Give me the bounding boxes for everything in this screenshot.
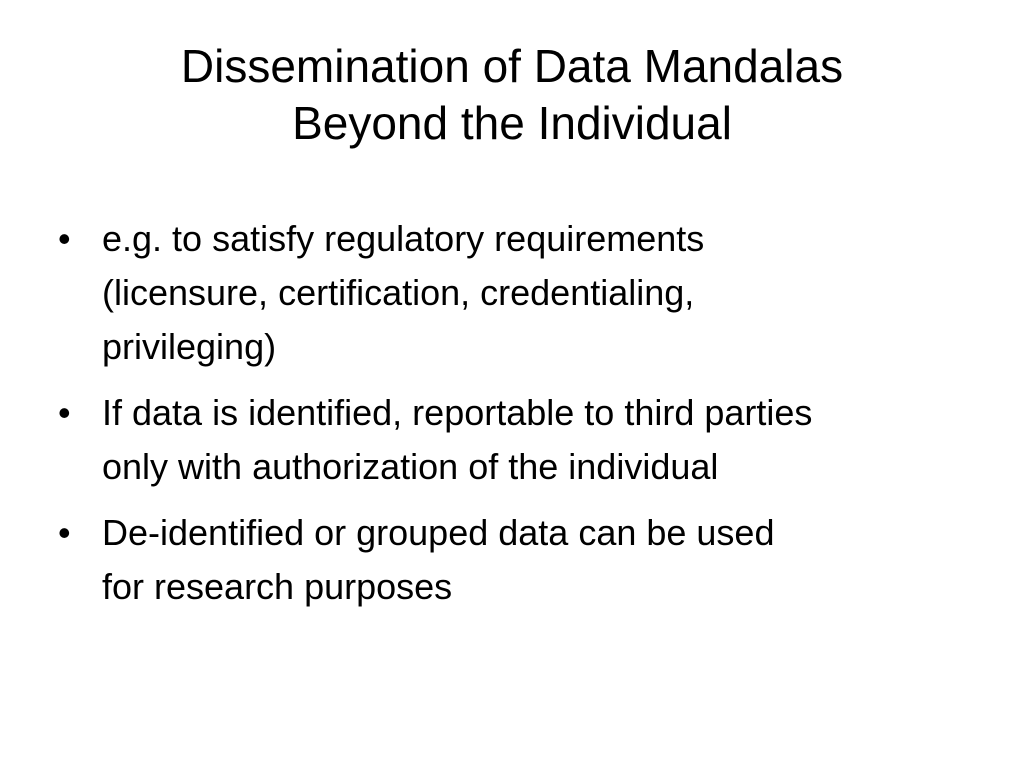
bullet-text (102, 212, 1008, 374)
bullet-item (58, 506, 1008, 614)
bullet-line: privileging) (102, 326, 277, 367)
bullet-line: De-identified or grouped data can be used (102, 512, 775, 553)
bullet-list (58, 212, 1008, 626)
bullet-text (102, 386, 1008, 494)
bullet-line: (licensure, certification, credentialing, (102, 272, 695, 313)
slide-title (40, 38, 984, 152)
bullet-icon: • (58, 512, 71, 553)
slide-title-line: Beyond the Individual (292, 97, 732, 149)
bullet-icon: • (58, 392, 71, 433)
bullet-text (102, 506, 1008, 614)
bullet-icon: • (58, 218, 71, 259)
bullet-line: e.g. to satisfy regulatory requirements (102, 218, 705, 259)
slide-title-line: Dissemination of Data Mandalas (180, 40, 844, 92)
bullet-line: only with authorization of the individual (102, 446, 719, 487)
bullet-line: for research purposes (102, 566, 453, 607)
bullet-line: If data is identified, reportable to third parties (102, 392, 813, 433)
bullet-item (58, 212, 1008, 374)
bullet-item (58, 386, 1008, 494)
